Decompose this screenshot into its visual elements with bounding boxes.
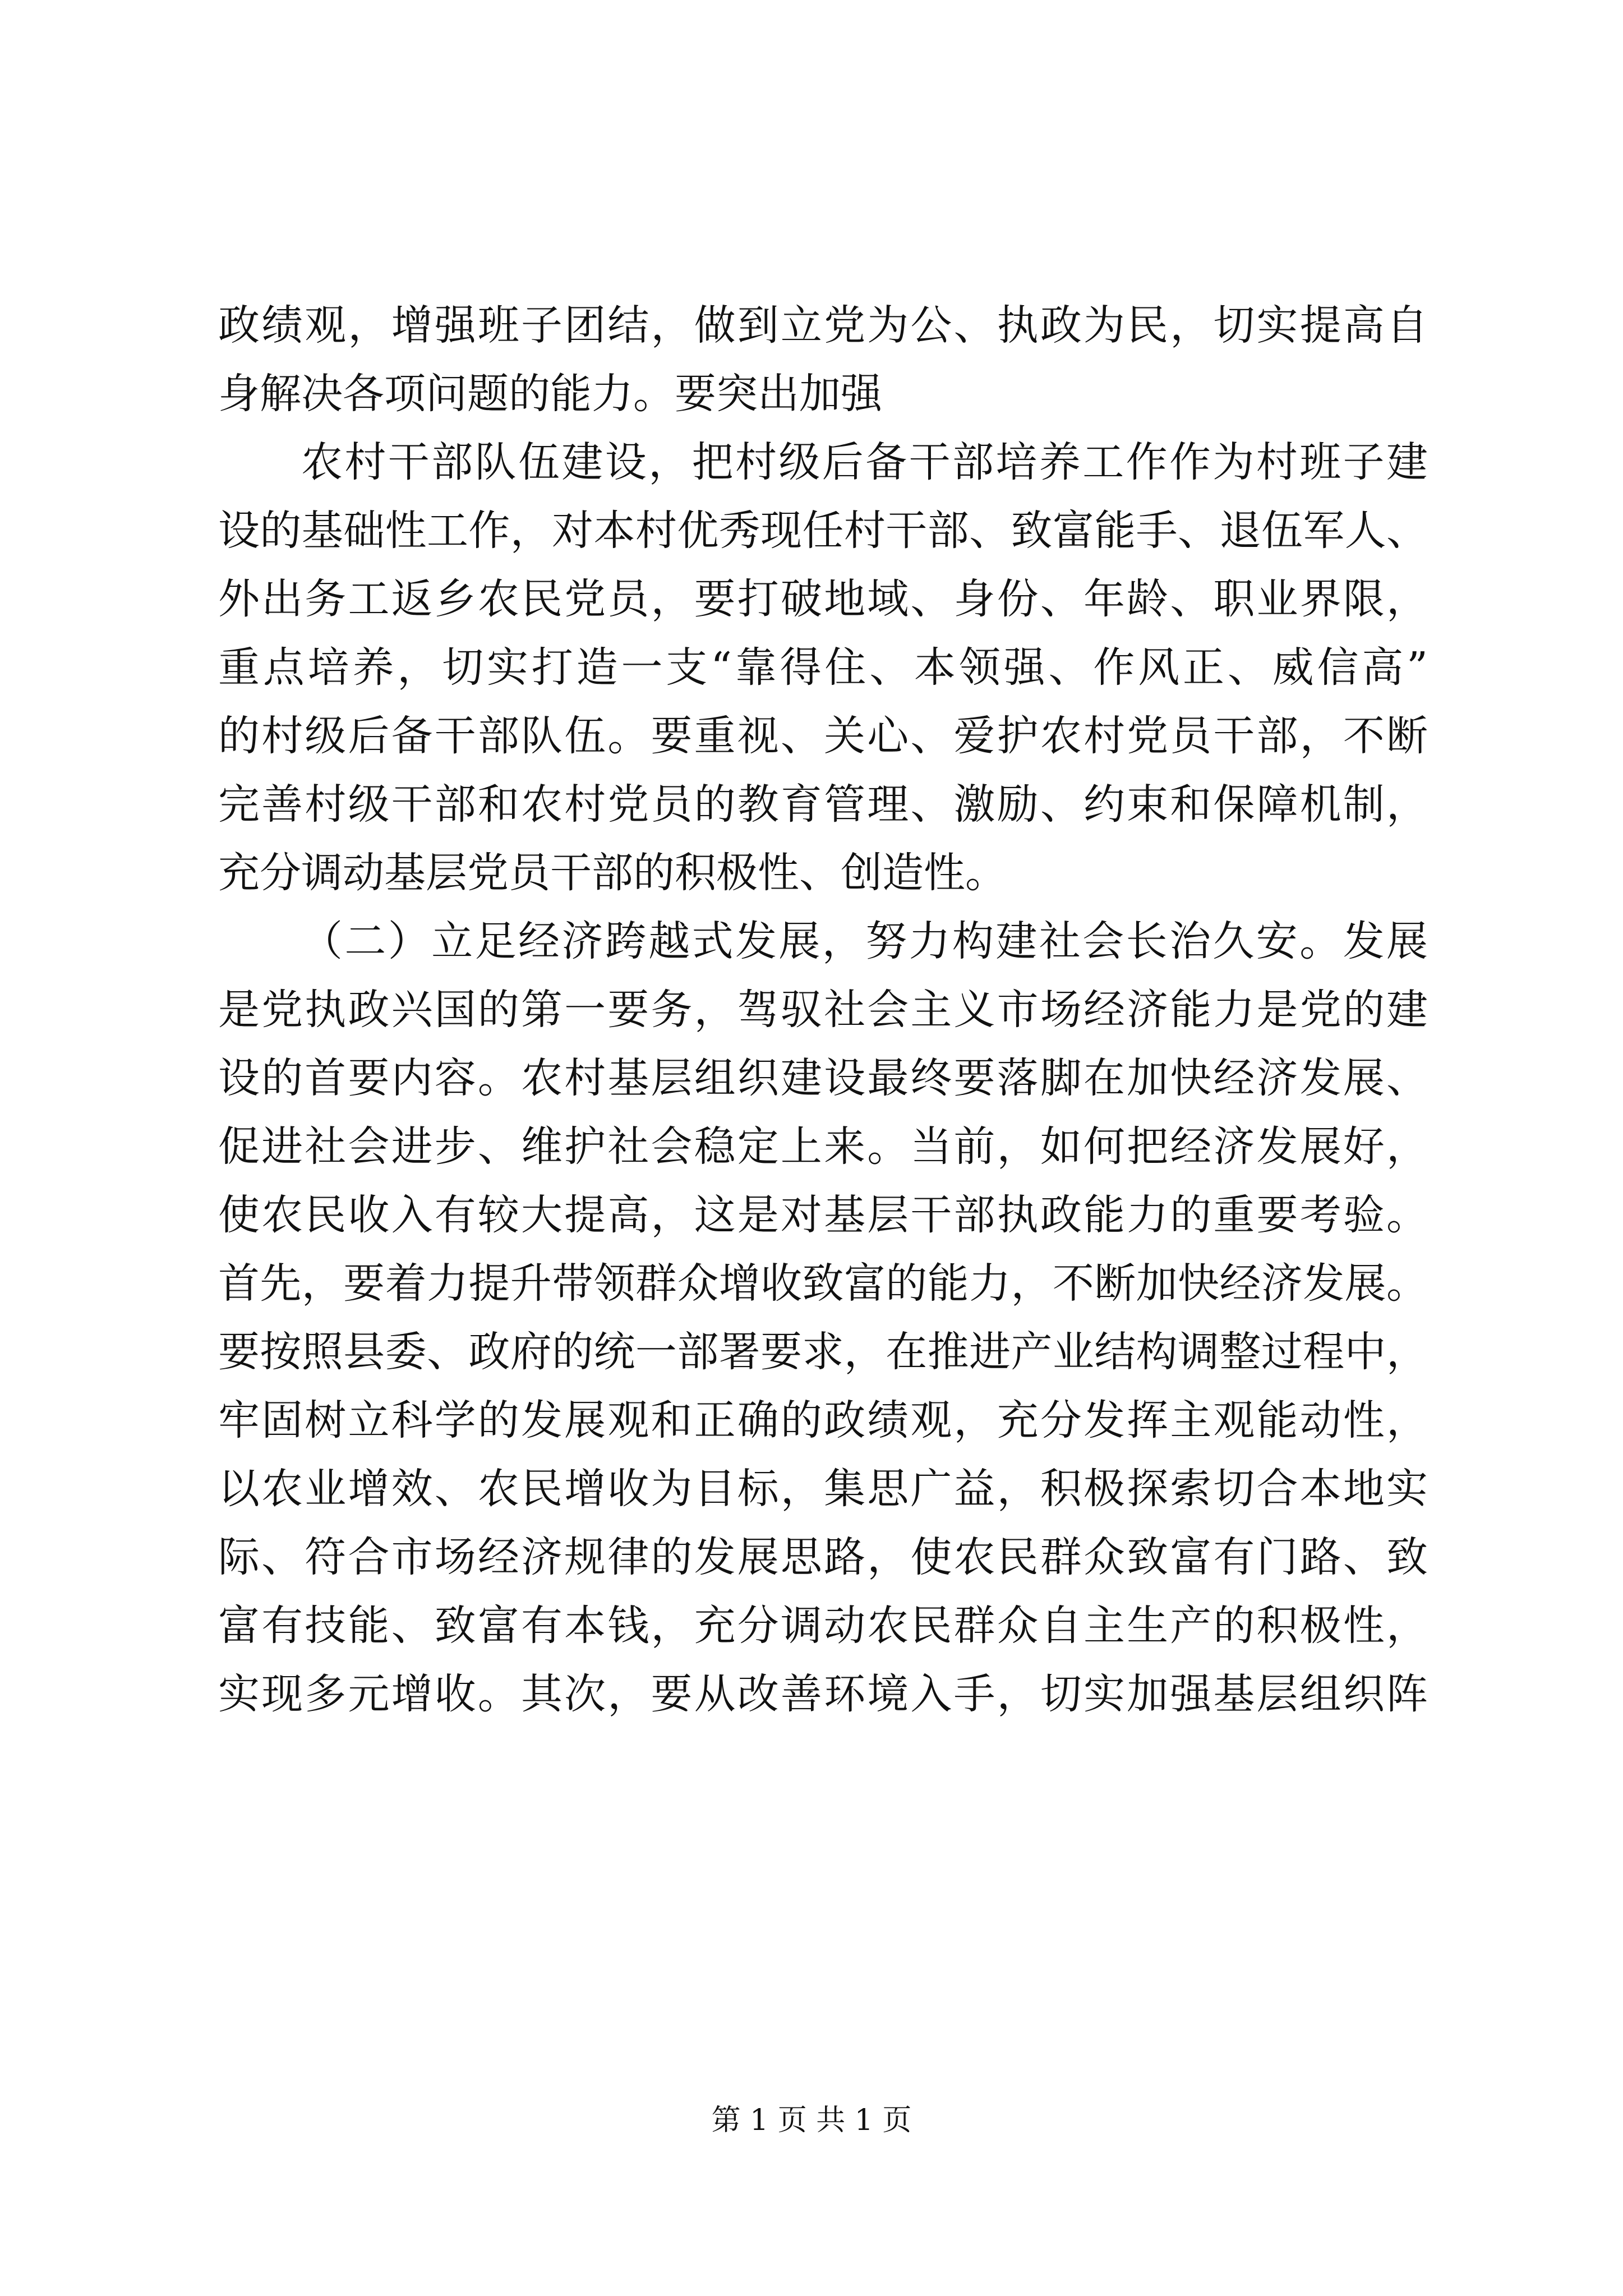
text-line: 完善村级干部和农村党员的教育管理、激励、约束和保障机制， <box>218 780 1428 829</box>
text-line: 以农业增效、农民增收为目标，集思广益，积极探索切合本地实 <box>218 1465 1428 1513</box>
page-footer: 第 1 页 共 1 页 <box>711 2104 912 2137</box>
text-line: 政绩观，增强班子团结，做到立党为公、执政为民，切实提高自 <box>218 301 1428 349</box>
text-line: 要按照县委、政府的统一部署要求，在推进产业结构调整过程中， <box>218 1328 1428 1376</box>
text-line: 设的基础性工作，对本村优秀现任村干部、致富能手、退伍军人、 <box>218 507 1428 555</box>
text-line: 重点培养，切实打造一支“靠得住、本领强、作风正、威信高” <box>218 643 1428 692</box>
text-line: 首先，要着力提升带领群众增收致富的能力，不断加快经济发展。 <box>218 1259 1428 1308</box>
text-line: 农村干部队伍建设，把村级后备干部培养工作作为村班子建 <box>301 438 1428 486</box>
text-line: 充分调动基层党员干部的积极性、创造性。 <box>218 849 1007 897</box>
text-line: 身解决各项问题的能力。要突出加强 <box>218 370 882 418</box>
text-line: 设的首要内容。农村基层组织建设最终要落脚在加快经济发展、 <box>218 1054 1428 1102</box>
text-line: 的村级后备干部队伍。要重视、关心、爱护农村党员干部，不断 <box>218 712 1428 760</box>
text-line: 促进社会进步、维护社会稳定上来。当前，如何把经济发展好， <box>218 1122 1428 1171</box>
text-line: 际、符合市场经济规律的发展思路，使农民群众致富有门路、致 <box>218 1533 1428 1581</box>
section-heading-line: （二）立足经济跨越式发展，努力构建社会长治久安。发展 <box>301 917 1428 965</box>
document-body <box>218 295 1428 1732</box>
text-line: 实现多元增收。其次，要从改善环境入手，切实加强基层组织阵 <box>218 1670 1428 1718</box>
text-line: 是党执政兴国的第一要务，驾驭社会主义市场经济能力是党的建 <box>218 986 1428 1034</box>
text-line: 使农民收入有较大提高，这是对基层干部执政能力的重要考验。 <box>218 1191 1428 1239</box>
text-line: 外出务工返乡农民党员，要打破地域、身份、年龄、职业界限， <box>218 575 1428 623</box>
text-line: 富有技能、致富有本钱，充分调动农民群众自主生产的积极性， <box>218 1602 1428 1650</box>
text-line: 牢固树立科学的发展观和正确的政绩观，充分发挥主观能动性， <box>218 1396 1428 1444</box>
